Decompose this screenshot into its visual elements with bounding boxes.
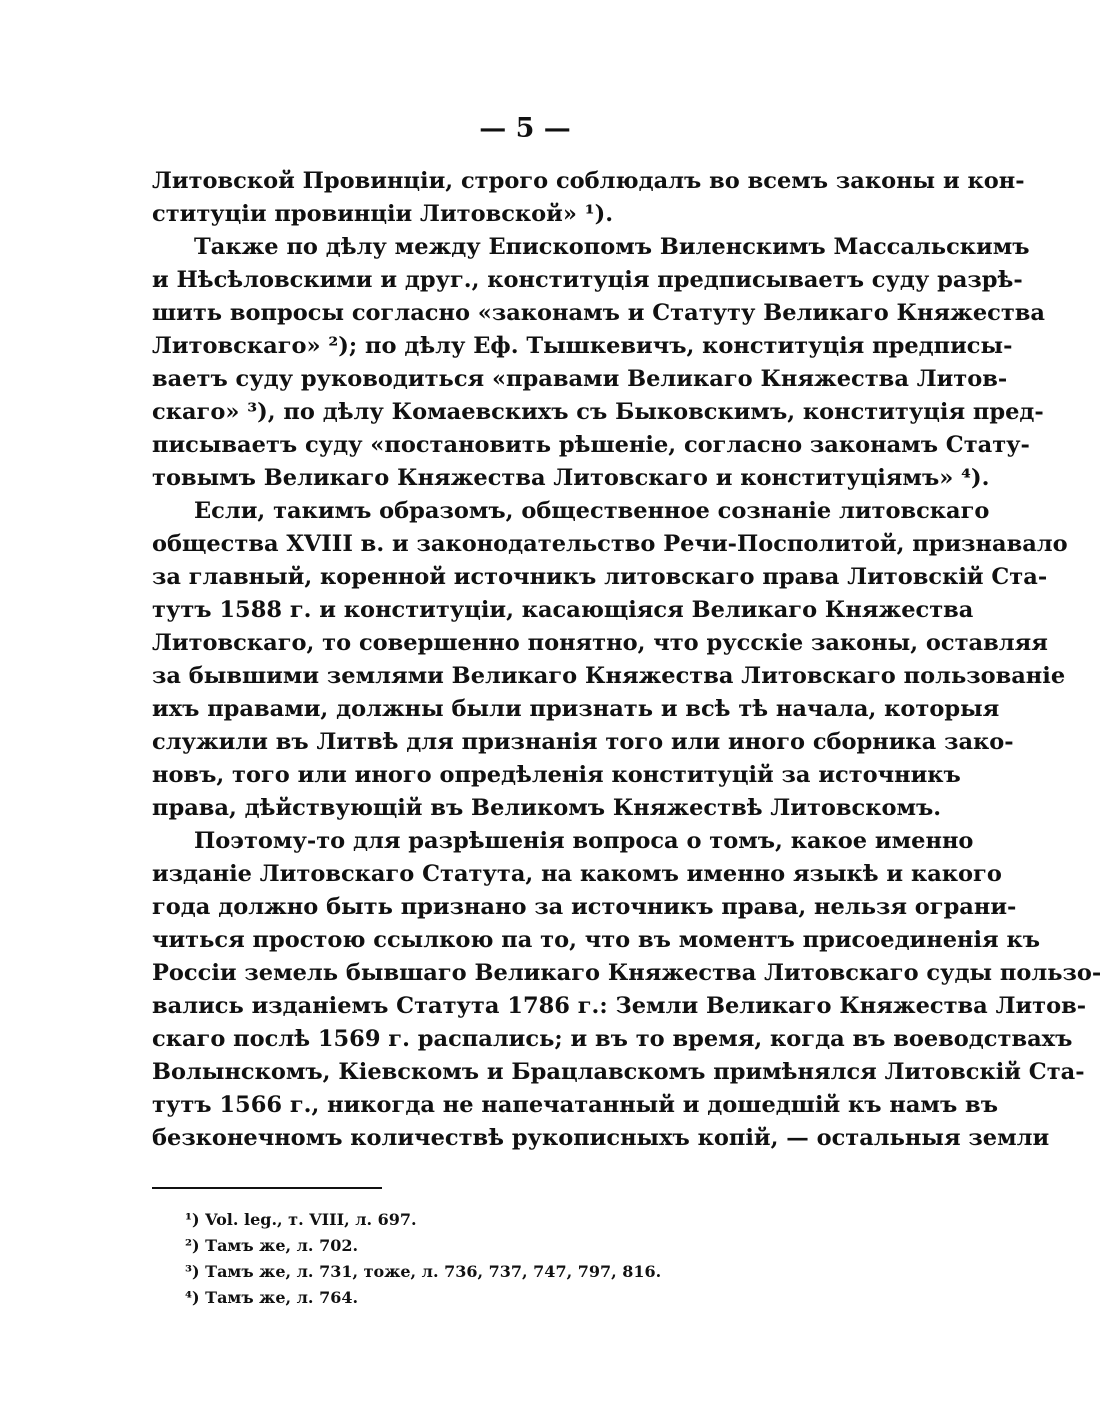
footnote-divider [152,1187,382,1189]
footnotes [185,1207,885,1311]
footnote-text: Тамъ же, л. 702. [205,1236,359,1255]
page-number: — 5 — [479,113,571,144]
text-line: Россіи земель бывшаго Великаго Княжества Литовскаго суды пользо- [152,960,1101,986]
text-line: права, дѣйствующій въ Великомъ Княжествѣ Литовскомъ. [152,795,942,821]
text-line: и Нѣсѣловскими и друг., конституція предписываетъ суду разрѣ- [152,267,1023,293]
text-line: изданіе Литовскаго Статута, на какомъ именно языкѣ и какого [152,861,1002,887]
footnote [185,1207,885,1233]
footnote-text: Тамъ же, л. 764. [205,1288,359,1307]
text-line: Поэтому-то для разрѣшенія вопроса о томъ, какое именно [194,828,974,854]
text-line: безконечномъ количествѣ рукописныхъ копій, — остальныя земли [152,1125,1050,1151]
body-text [152,165,1101,1155]
text-line: Волынскомъ, Кіевскомъ и Брацлавскомъ примѣнялся Литовскій Ста- [152,1059,1085,1085]
footnote-mark: ¹) [185,1210,200,1229]
text-line: за главный, коренной источникъ литовскаго права Литовскій Ста- [152,564,1048,590]
text-line: тутъ 1588 г. и конституціи, касающіяся Великаго Княжества [152,597,974,623]
text-line: Литовской Провинціи, строго соблюдалъ во всемъ законы и кон- [152,168,1025,194]
text-line: Литовскаго, то совершенно понятно, что русскіе законы, оставляя [152,630,1048,656]
footnote-mark: ⁴) [185,1288,200,1307]
text-line: служили въ Литвѣ для признанія того или иного сборника зако- [152,729,1014,755]
footnote-text: Vol. leg., т. VIII, л. 697. [205,1210,417,1229]
footnote [185,1233,885,1259]
text-line: тутъ 1566 г., никогда не напечатанный и дошедшій къ намъ въ [152,1092,998,1118]
text-line: товымъ Великаго Княжества Литовскаго и конституціямъ» ⁴). [152,465,990,491]
text-line: за бывшими землями Великаго Княжества Литовскаго пользованіе [152,663,1066,689]
text-line: скаго» ³), по дѣлу Комаевскихъ съ Быковскимъ, конституція пред- [152,399,1044,425]
text-line: ихъ правами, должны были признать и всѣ тѣ начала, которыя [152,696,1000,722]
text-line: читься простою ссылкою па то, что въ моментъ присоединенія къ [152,927,1041,953]
text-line: Литовскаго» ²); по дѣлу Еф. Тышкевичъ, конституція предписы- [152,333,1013,359]
text-line: ваетъ суду руководиться «правами Великаго Княжества Литов- [152,366,1008,392]
text-line: Если, такимъ образомъ, общественное сознаніе литовскаго [194,498,990,524]
text-line: общества XVIII в. и законодательство Речи-Посполитой, признавало [152,531,1068,557]
text-line: года должно быть признано за источникъ права, нельзя ограни- [152,894,1017,920]
footnote [185,1285,885,1311]
footnote-text: Тамъ же, л. 731, тоже, л. 736, 737, 747, 797, 816. [205,1262,662,1281]
text-line: скаго послѣ 1569 г. распались; и въ то время, когда въ воеводствахъ [152,1026,1073,1052]
footnote [185,1259,885,1285]
footnote-mark: ³) [185,1262,200,1281]
text-line: писываетъ суду «постановить рѣшеніе, согласно законамъ Стату- [152,432,1030,458]
text-line: вались изданіемъ Статута 1786 г.: Земли Великаго Княжества Литов- [152,993,1087,1019]
text-line: ституціи провинціи Литовской» ¹). [152,201,614,227]
text-line: новъ, того или иного опредѣленія конституцій за источникъ [152,762,961,788]
footnote-mark: ²) [185,1236,200,1255]
text-line: шить вопросы согласно «законамъ и Статуту Великаго Княжества [152,300,1046,326]
text-line: Также по дѣлу между Епископомъ Виленскимъ Массальскимъ [194,234,1030,260]
